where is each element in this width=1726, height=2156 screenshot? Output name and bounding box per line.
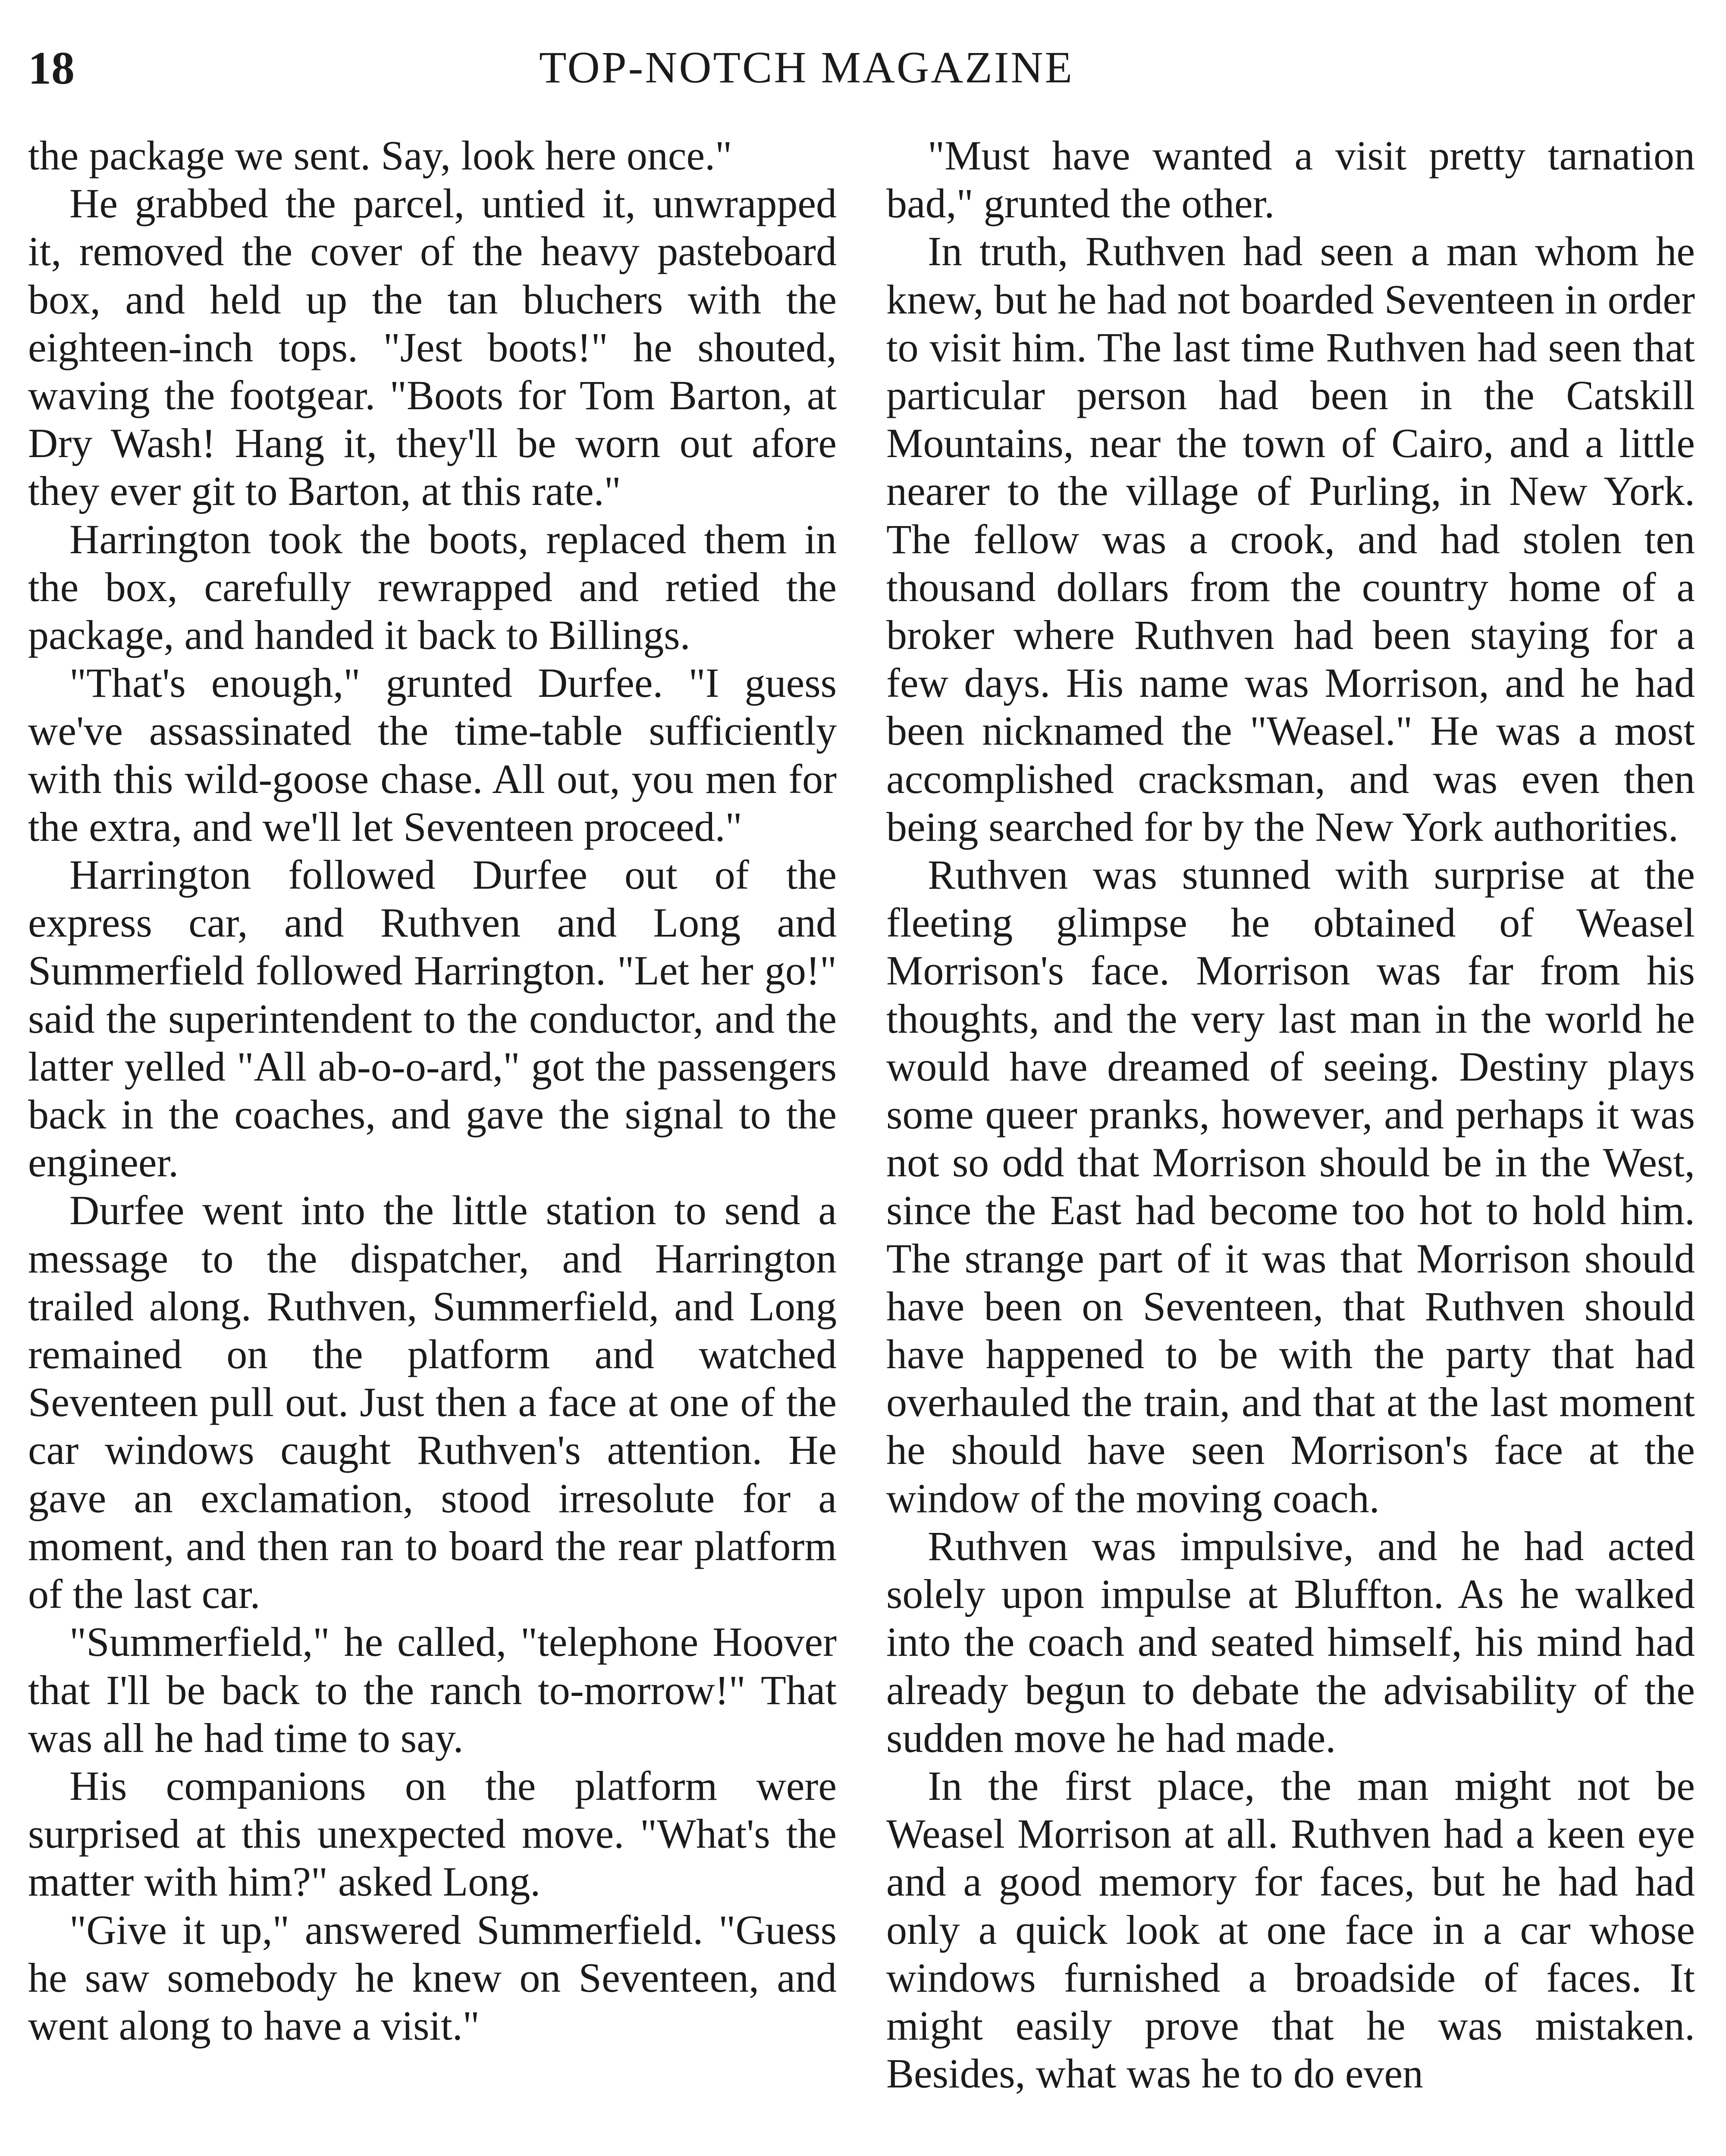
paragraph: Harrington took the boots, replaced them in the box, carefully rewrapped and retied the package, and handed it back to Billings.	[28, 516, 837, 658]
paragraph: Ruthven was stunned with surprise at the fleeting glimpse he obtained of Weasel Morrison's face. Morrison was far from his thoughts, and the very last man in the world he would have dreamed of seeing. Destiny plays some queer pranks, however, and perhaps it was not so odd that Morrison should be in the West, since the East had become too hot to hold him. The strange part of it was that Morrison should have been on Seventeen, that Ruthven should have happened to be with the party that had overhauled the train, and that at the last moment he should have seen Morrison's face at the window of the moving coach.	[886, 852, 1695, 1521]
paragraph: "Must have wanted a visit pretty tarnation bad," grunted the other.	[886, 132, 1695, 227]
paragraph: "That's enough," grunted Durfee. "I guess we've assassinated the time-table sufficiently with this wild-goose chase. All out, you men for the extra, and we'll let Seventeen proceed."	[28, 660, 837, 850]
paragraph: Ruthven was impulsive, and he had acted solely upon impulse at Bluffton. As he walked into the coach and seated himself, his mind had already begun to debate the advisability of the sudden move he had made.	[886, 1523, 1695, 1761]
paragraph: In truth, Ruthven had seen a man whom he knew, but he had not boarded Seventeen in order to visit him. The last time Ruthven had seen that particular person had been in the Catskill Mountains, near the town of Cairo, and a little nearer to the village of Purling, in New York. The fellow was a crook, and had stolen ten thousand dollars from the country home of a broker where Ruthven had been staying for a few days. His name was Morrison, and he had been nicknamed the "Weasel." He was a most accomplished cracksman, and was even then being searched for by the New York authorities.	[886, 228, 1695, 850]
paragraph: "Give it up," answered Summerfield. "Guess he saw somebody he knew on Seventeen, and went along to have a visit."	[28, 1906, 837, 2049]
paragraph: He grabbed the parcel, untied it, unwrapped it, removed the cover of the heavy pasteboard box, and held up the tan bluchers with the eighteen-inch tops. "Jest boots!" he shouted, waving the footgear. "Boots for Tom Barton, at Dry Wash! Hang it, they'll be worn out afore they ever git to Barton, at this rate."	[28, 180, 837, 514]
page-header	[0, 0, 1726, 142]
page-number: 18	[28, 43, 75, 94]
paragraph: Durfee went into the little station to send a message to the dispatcher, and Harrington trailed along. Ruthven, Summerfield, and Long remained on the platform and watched Seventeen pull out. Just then a face at one of the car windows caught Ruthven's attention. He gave an exclamation, stood irresolute for a moment, and then ran to board the rear platform of the last car.	[28, 1187, 837, 1617]
paragraph: the package we sent. Say, look here once."	[28, 132, 732, 179]
running-head: TOP-NOTCH MAGAZINE	[539, 43, 1074, 92]
left-column	[28, 132, 837, 2049]
paragraph: Harrington followed Durfee out of the express car, and Ruthven and Long and Summerfield followed Harrington. "Let her go!" said the superintendent to the conductor, and the latter yelled "All ab-o-o-ard," got the passengers back in the coaches, and gave the signal to the engineer.	[28, 852, 837, 1186]
paragraph: "Summerfield," he called, "telephone Hoover that I'll be back to the ranch to-morrow!" That was all he had time to say.	[28, 1619, 837, 1761]
paragraph: His companions on the platform were surprised at this unexpected move. "What's the matter with him?" asked Long.	[28, 1762, 837, 1905]
right-column	[886, 132, 1695, 2097]
paragraph: In the first place, the man might not be Weasel Morrison at all. Ruthven had a keen eye and a good memory for faces, but he had had only a quick look at one face in a car whose windows furnished a broadside of faces. It might easily prove that he was mistaken. Besides, what was he to do even	[886, 1762, 1695, 2097]
